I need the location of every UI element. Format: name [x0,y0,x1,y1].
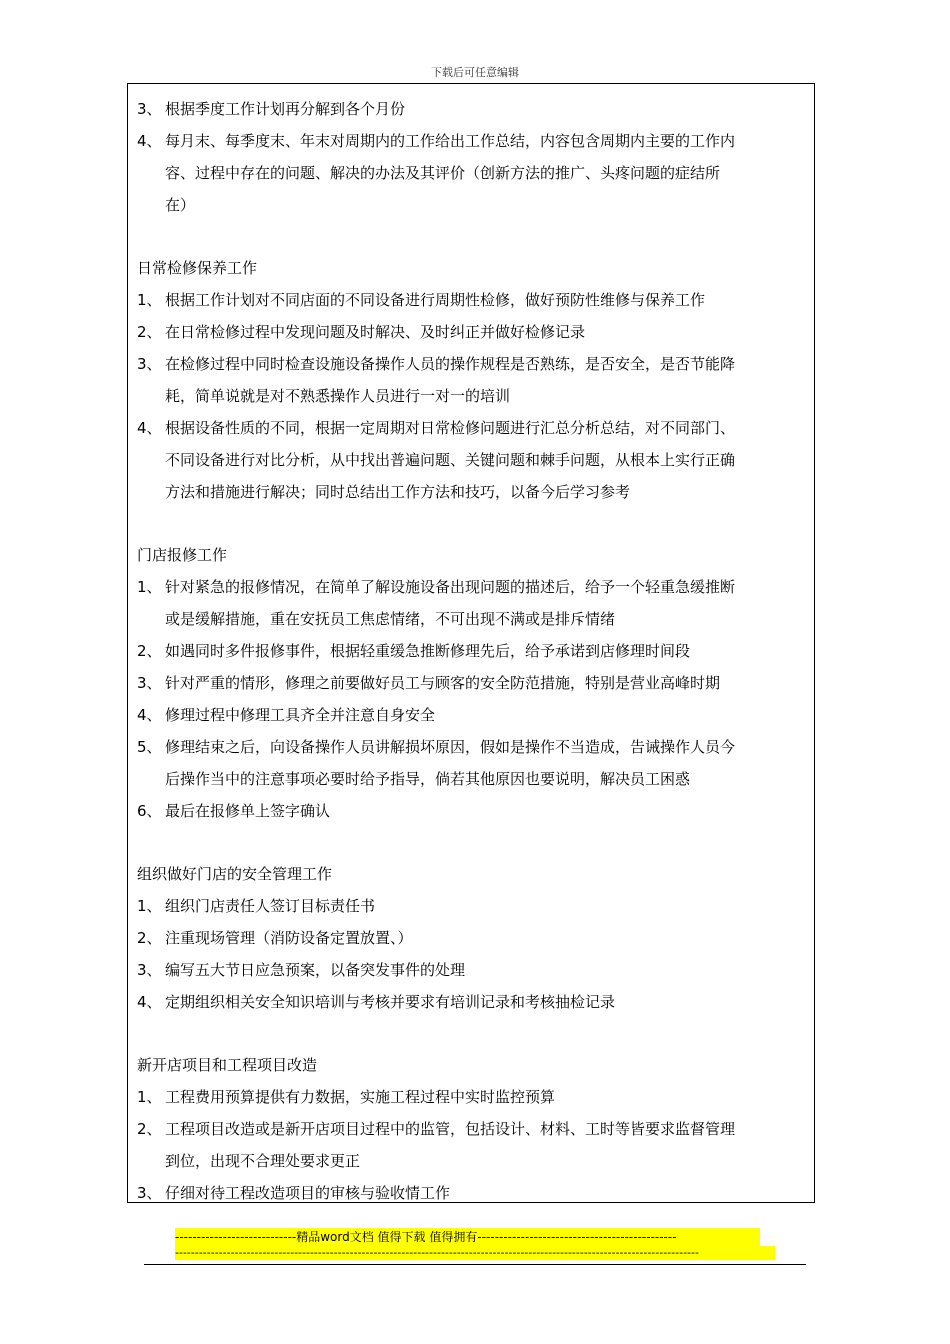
list-item-number: 3、 [137,674,162,692]
list-item-line [137,1081,809,1113]
list-item [137,93,809,125]
list-item-text: 修理过程中修理工具齐全并注意自身安全 [165,706,436,724]
list-item-text: 根据工作计划对不同店面的不同设备进行周期性检修，做好预防性维修与保养工作 [165,291,706,309]
list-item-continuation [137,476,809,508]
section-gap [137,827,809,858]
list-item [137,795,809,827]
section-heading: 组织做好门店的安全管理工作 [137,865,333,883]
list-item-line [137,412,809,444]
list-item-continuation [137,603,809,635]
list-item [137,125,809,221]
list-item-line [137,348,809,380]
list-item-text: 根据季度工作计划再分解到各个月份 [165,100,406,118]
list-item-text: 编写五大节日应急预案，以备突发事件的处理 [165,961,466,979]
list-item-number: 3、 [137,100,162,118]
list-item-continuation [137,1145,809,1177]
footer-rule [144,1264,806,1265]
list-item-number: 4、 [137,993,162,1011]
list-item-text: 工程费用预算提供有力数据，实施工程过程中实时监控预算 [165,1088,556,1106]
section-heading: 新开店项目和工程项目改造 [137,1056,318,1074]
list-item-number: 1、 [137,291,162,309]
list-item-line [137,93,809,125]
list-item-number: 4、 [137,419,162,437]
list-item-line [137,284,809,316]
section-heading: 日常检修保养工作 [137,259,258,277]
list-item-number: 3、 [137,355,162,373]
list-item [137,922,809,954]
list-item-number: 6、 [137,802,162,820]
list-item [137,954,809,986]
list-item-continuation [137,189,809,221]
list-item-line [137,571,809,603]
list-item-line [137,667,809,699]
list-item-number: 2、 [137,642,162,660]
list-item-text: 每月末、每季度末、年末对周期内的工作给出工作总结，内容包含周期内主要的工作内 [165,132,736,150]
list-item-text: 定期组织相关安全知识培训与考核并要求有培训记录和考核抽检记录 [165,993,616,1011]
header-note: 下载后可任意编辑 [431,66,519,79]
list-item [137,731,809,795]
list-item [137,986,809,1018]
list-item-number: 3、 [137,1184,162,1202]
list-item-number: 3、 [137,961,162,979]
list-item-line [137,890,809,922]
list-item-text: 针对紧急的报修情况，在简单了解设施设备出现问题的描述后，给予一个轻重急缓推断 [165,578,736,596]
list-item-text: 最后在报修单上签字确认 [165,802,331,820]
list-item-line [137,795,809,827]
list-item-text: 组织门店责任人签订目标责任书 [165,897,376,915]
section-gap [137,1018,809,1049]
list-item-line [137,954,809,986]
list-item-text: 注重现场管理（消防设备定置放置、） [165,929,413,947]
list-item-line [137,986,809,1018]
list-item-continuation [137,157,809,189]
list-item [137,284,809,316]
list-item-text: 方法和措施进行解决；同时总结出工作方法和技巧，以备今后学习参考 [165,483,631,501]
list-item-number: 2、 [137,929,162,947]
list-item-text: 工程项目改造或是新开店项目过程中的监管，包括设计、材料、工时等皆要求监督管理 [165,1120,736,1138]
list-item-line [137,125,809,157]
content-box [127,83,815,1203]
list-item-text: 不同设备进行对比分析，从中找出普遍问题、关键问题和棘手问题，从根本上实行正确 [165,451,736,469]
list-item-number: 4、 [137,706,162,724]
list-item-text: 针对严重的情形，修理之前要做好员工与顾客的安全防范措施，特别是营业高峰时期 [165,674,721,692]
list-item-text: 或是缓解措施，重在安抚员工焦虑情绪，不可出现不满或是排斥情绪 [165,610,616,628]
content-body [137,93,809,1209]
list-item-number: 4、 [137,132,162,150]
list-item-text: 耗，简单说就是对不熟悉操作人员进行一对一的培训 [165,387,511,405]
list-item-text: 修理结束之后，向设备操作人员讲解损坏原因，假如是操作不当造成，告诫操作人员今 [165,738,736,756]
section-gap [137,508,809,539]
section-heading: 门店报修工作 [137,546,228,564]
list-item-line [137,635,809,667]
list-item [137,1113,809,1177]
list-item-text: 后操作当中的注意事项必要时给予指导，倘若其他原因也要说明，解决员工困惑 [165,770,691,788]
list-item-text: 在检修过程中同时检查设施设备操作人员的操作规程是否熟练，是否安全，是否节能降 [165,355,736,373]
list-item [137,316,809,348]
list-item-text: 仔细对待工程改造项目的审核与验收情工作 [165,1184,451,1202]
list-item-text: 容、过程中存在的问题、解决的办法及其评价（创新方法的推广、头疼问题的症结所 [165,164,721,182]
list-item-text: 到位，出现不合理处要求更正 [165,1152,361,1170]
list-item-text: 在日常检修过程中发现问题及时解决、及时纠正并做好检修记录 [165,323,586,341]
list-item-text: 在） [165,196,196,214]
list-item [137,571,809,635]
list-item [137,667,809,699]
list-item-number: 1、 [137,897,162,915]
list-item-number: 1、 [137,578,162,596]
list-item-continuation [137,380,809,412]
list-item-number: 2、 [137,1120,162,1138]
list-item-text: 根据设备性质的不同，根据一定周期对日常检修问题进行汇总分析总结，对不同部门、 [165,419,736,437]
list-item [137,412,809,508]
list-item-line [137,731,809,763]
list-item-line [137,1113,809,1145]
list-item-number: 2、 [137,323,162,341]
list-item [137,699,809,731]
list-item [137,1081,809,1113]
list-item [137,890,809,922]
list-item [137,348,809,412]
section-gap [137,221,809,252]
list-item-continuation [137,763,809,795]
list-item-line [137,316,809,348]
list-item-continuation [137,444,809,476]
list-item [137,635,809,667]
list-item-number: 1、 [137,1088,162,1106]
list-item-number: 5、 [137,738,162,756]
list-item-text: 如遇同时多件报修事件，根据轻重缓急推断修理先后，给予承诺到店修理时间段 [165,642,691,660]
list-item-line [137,1177,809,1209]
footer-dashes: ------------------------------------------------------------------------------------------------------------------------------------ [175,1246,775,1260]
list-item-line [137,922,809,954]
list-item-line [137,699,809,731]
footer-banner: ----------------------------精品word文档 值得下载 值得拥有---------------------------------------------- [175,1228,760,1246]
list-item [137,1177,809,1209]
